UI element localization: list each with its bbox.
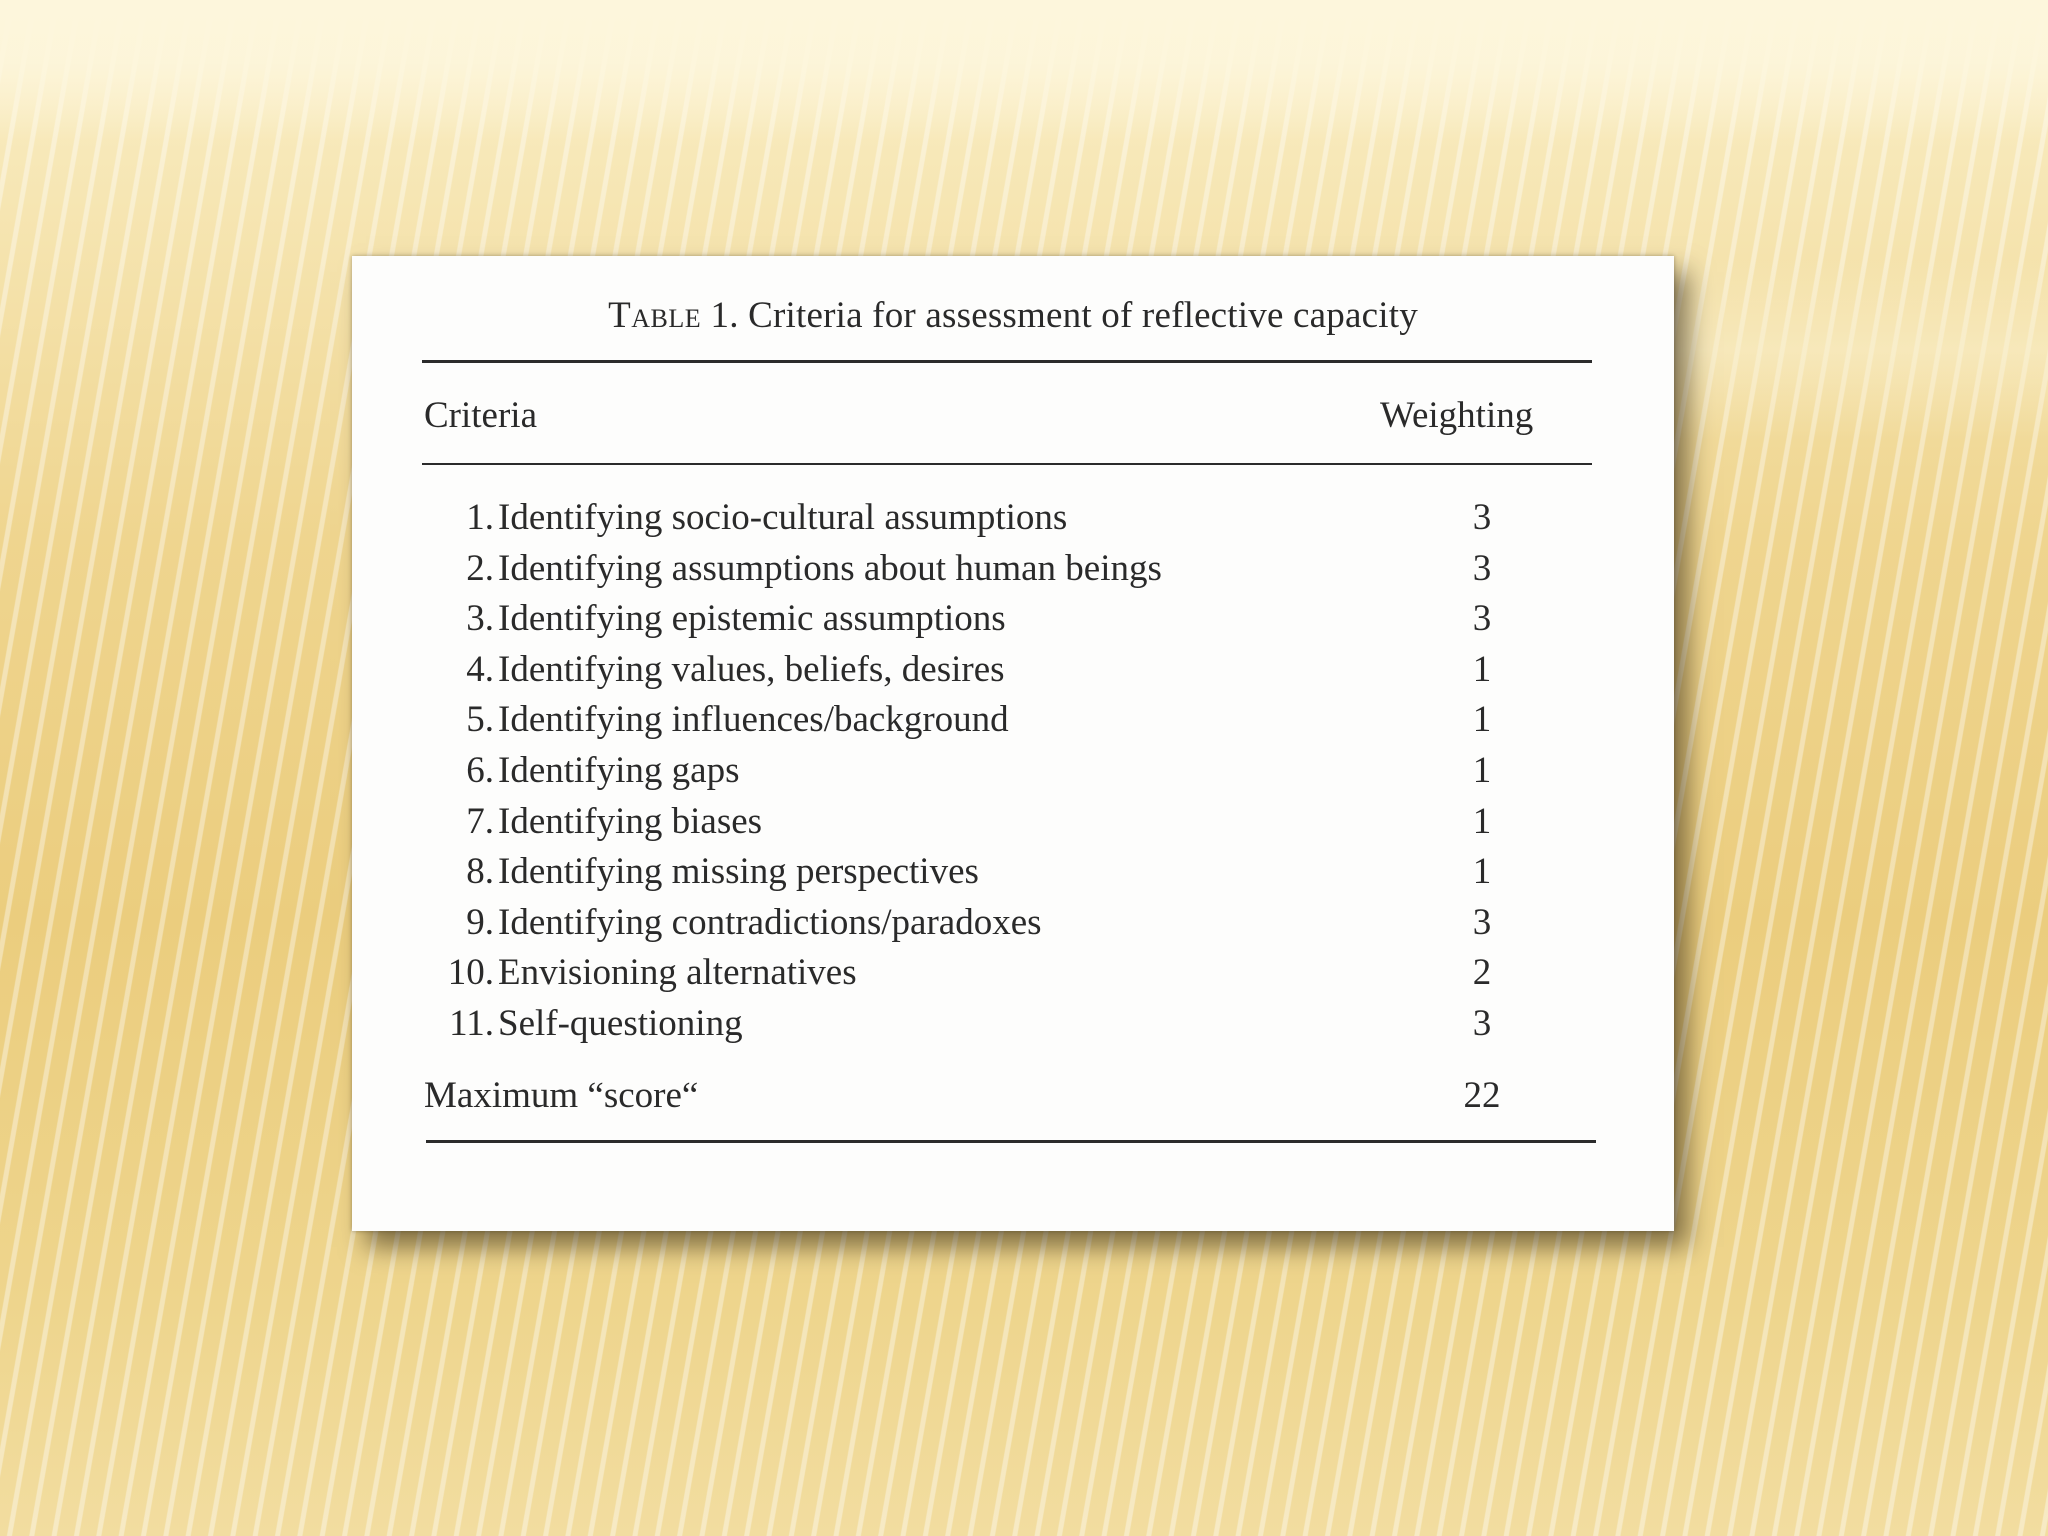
row-number: 11. <box>449 1002 494 1044</box>
row-number: 2. <box>466 547 494 589</box>
row-number: 4. <box>466 648 494 690</box>
table-caption-prefix: Table <box>608 295 702 336</box>
table-caption <box>352 294 1674 337</box>
table-row <box>352 1002 1674 1053</box>
row-criterion: Identifying missing perspectives <box>498 851 979 893</box>
row-number: 10. <box>447 952 494 994</box>
row-criterion: Self-questioning <box>498 1002 743 1044</box>
table-row <box>352 951 1674 1002</box>
row-weight: 1 <box>1472 800 1492 842</box>
row-weight: 3 <box>1472 497 1492 538</box>
row-criterion: Identifying biases <box>498 800 763 842</box>
table-header-rule <box>422 463 1592 465</box>
row-weight: 1 <box>1472 851 1492 893</box>
row-criterion: Identifying values, beliefs, desires <box>498 648 1005 690</box>
row-weight: 2 <box>1472 952 1492 994</box>
row-number: 1. <box>466 497 494 538</box>
total-label: Maximum “score“ <box>424 1075 699 1116</box>
total-weight: 22 <box>1463 1075 1501 1116</box>
row-weight: 3 <box>1472 598 1492 640</box>
row-weight: 3 <box>1472 547 1492 589</box>
row-number: 7. <box>466 800 494 842</box>
row-number: 9. <box>466 901 494 943</box>
row-criterion: Identifying assumptions about human beings <box>498 547 1162 589</box>
table-row <box>352 850 1674 901</box>
table-row <box>352 648 1674 699</box>
row-criterion: Identifying socio-cultural assumptions <box>498 497 1068 538</box>
row-criterion: Identifying epistemic assumptions <box>498 598 1006 640</box>
row-number: 5. <box>466 699 494 741</box>
row-weight: 3 <box>1472 1002 1492 1044</box>
row-number: 6. <box>466 749 494 791</box>
table-top-rule <box>422 360 1592 363</box>
row-weight: 1 <box>1472 648 1492 690</box>
row-criterion: Envisioning alternatives <box>498 952 857 994</box>
table-row <box>352 901 1674 952</box>
table-row <box>352 698 1674 749</box>
row-number: 3. <box>466 598 494 640</box>
row-weight: 3 <box>1472 901 1492 943</box>
column-header-criteria: Criteria <box>424 395 538 436</box>
table-body <box>352 496 1674 1053</box>
table-bottom-rule <box>426 1140 1596 1143</box>
row-criterion: Identifying contradictions/paradoxes <box>498 901 1042 943</box>
table-row <box>352 496 1674 547</box>
row-criterion: Identifying influences/background <box>498 699 1009 741</box>
row-weight: 1 <box>1472 749 1492 791</box>
table-row <box>352 547 1674 598</box>
table-row <box>352 800 1674 851</box>
background-haze <box>1650 260 2048 440</box>
table-row <box>352 749 1674 800</box>
table-caption-text: 1. Criteria for assessment of reflective capacity <box>701 295 1418 336</box>
row-criterion: Identifying gaps <box>498 749 740 791</box>
row-weight: 1 <box>1472 699 1492 741</box>
row-number: 8. <box>466 851 494 893</box>
column-header-weighting: Weighting <box>1380 395 1534 436</box>
table-image-card <box>352 256 1674 1231</box>
background-top-glow <box>0 0 2048 140</box>
table-row <box>352 597 1674 648</box>
